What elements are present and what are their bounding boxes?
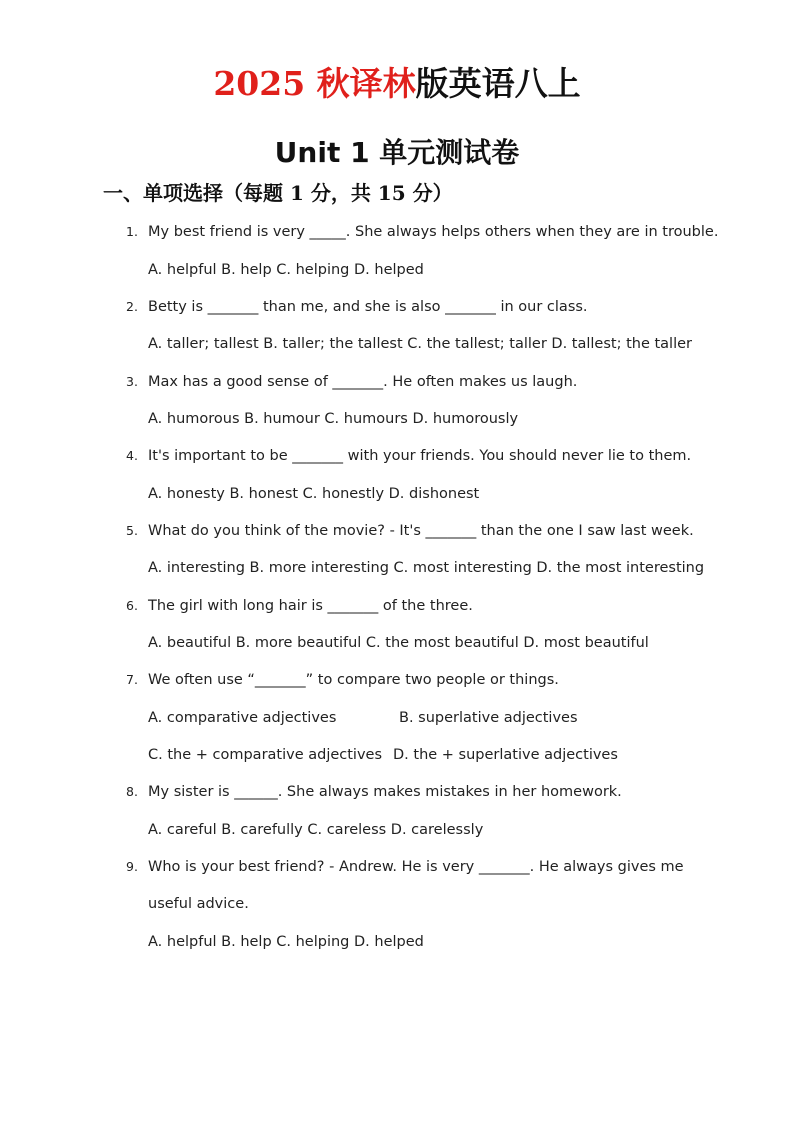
section-heading: 一、单项选择（每题 1 分，共 15 分） [103,181,453,205]
question-7 [126,670,559,690]
question-number: 1. [126,224,138,239]
question-8 [126,782,622,802]
question-5-options: A. interesting B. more interesting C. most interesting D. the most interesting [148,560,705,576]
question-text: We often use “_______” to compare two people or things. [148,672,559,688]
question-2 [126,297,588,317]
title-black-part: 版英语八上 [415,64,581,103]
question-text: Betty is _______ than me, and she is also _______ in our class. [148,299,588,315]
question-number: 2. [126,299,138,314]
page-title [0,60,794,108]
question-text: The girl with long hair is _______ of the three. [148,598,473,614]
question-7-option-a: A. comparative adjectives [148,710,337,726]
question-6 [126,596,473,616]
question-7-option-d: D. the + superlative adjectives [393,747,618,763]
question-text: My sister is ______. She always makes mistakes in her homework. [148,784,622,800]
question-number: 6. [126,598,138,613]
question-4-options: A. honesty B. honest C. honestly D. dishonest [148,486,480,502]
question-6-options: A. beautiful B. more beautiful C. the most beautiful D. most beautiful [148,635,649,651]
title-red-part: 2025 秋译林 [213,64,416,103]
question-7-option-c: C. the + comparative adjectives [148,747,383,763]
question-number: 5. [126,523,138,538]
question-1-options: A. helpful B. help C. helping D. helped [148,262,424,278]
question-7-option-b: B. superlative adjectives [399,710,578,726]
question-4 [126,446,691,466]
question-text: Max has a good sense of _______. He often makes us laugh. [148,374,578,390]
question-9-text-continued: useful advice. [148,896,249,912]
question-number: 7. [126,672,138,687]
question-text: It's important to be _______ with your friends. You should never lie to them. [148,448,692,464]
question-number: 3. [126,374,138,389]
page-subtitle: Unit 1 单元测试卷 [274,136,520,169]
question-text: Who is your best friend? - Andrew. He is very _______. He always gives me [148,859,684,875]
question-3 [126,372,577,392]
question-number: 4. [126,448,138,463]
question-text: What do you think of the movie? - It's _______ than the one I saw last week. [148,523,694,539]
question-8-options: A. careful B. carefully C. careless D. carelessly [148,822,484,838]
question-text: My best friend is very _____. She always helps others when they are in trouble. [148,224,719,240]
question-1 [126,222,718,242]
question-number: 8. [126,784,138,799]
question-9-options: A. helpful B. help C. helping D. helped [148,934,424,950]
question-9 [126,857,684,877]
question-5 [126,521,694,541]
question-2-options: A. taller; tallest B. taller; the tallest C. the tallest; taller D. tallest; the taller [148,336,692,352]
question-number: 9. [126,859,138,874]
question-3-options: A. humorous B. humour C. humours D. humorously [148,411,519,427]
